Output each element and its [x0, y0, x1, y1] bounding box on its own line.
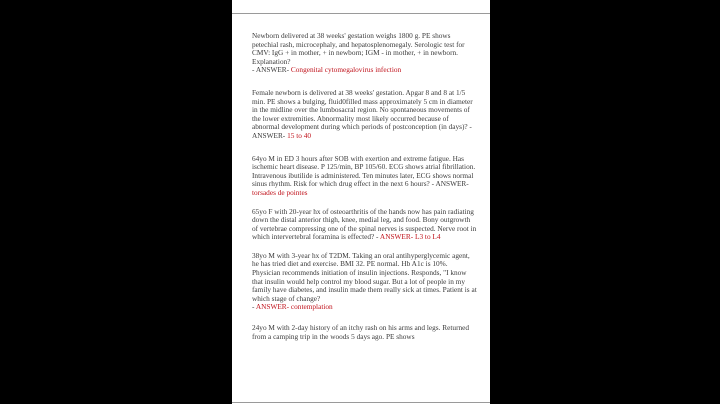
answer-text: ANSWER- L3 to L4: [379, 232, 441, 242]
question-text: 64yo M in ED 3 hours after SOB with exertion and extreme fatigue. Has ischemic heart disease. P 125/min, BP 105/60. ECG shows atrial fibrillation. Intravenous ibutilide is administered. Ten minutes later, ECG shows normal sinus rhythm. Risk for which drug effect in the next 6 hours? - ANSWER- torsades de pointes: [252, 153, 476, 197]
question-text: Female newborn is delivered at 38 weeks' gestation. Apgar 8 and 8 at 1/5 min. PE shows a bulging, fluid0filled mass approximately 5 cm in diameter in the midline over the lumbosacral region. No spontaneous movements of the lower extremities. Abnormality most likely occurred because of abnormal development during which periods of postconception (in days)? - ANSWER- 15 to 40: [252, 87, 473, 140]
document-body: [252, 32, 477, 351]
qa-item: [252, 324, 477, 341]
answer-line: [252, 303, 477, 312]
bottom-divider: [232, 402, 490, 403]
page-fade-overlay: [232, 364, 490, 404]
question-text: Newborn delivered at 38 weeks' gestation weighs 1800 g. PE shows petechial rash, microcephaly, and hepatosplenomegaly. Serologic test for CMV: IgG + in mother, + in newborn; IGM - in mother, + in newborn. Explanation?: [252, 31, 465, 66]
answer-prefix: - ANSWER-: [252, 65, 291, 75]
answer-line: [252, 66, 477, 75]
answer-prefix: -: [252, 302, 256, 312]
top-divider: [232, 13, 490, 14]
question-text: 24yo M with 2-day history of an itchy rash on his arms and legs. Returned from a camping trip in the woods 5 days ago. PE shows: [252, 323, 470, 341]
answer-text: Congenital cytomegalovirus infection: [290, 65, 402, 75]
answer-prefix: -: [374, 232, 380, 242]
answer-text: 15 to 40: [287, 130, 311, 140]
document-page: [232, 0, 490, 404]
answer-prefix: - ANSWER-: [429, 179, 469, 189]
question-text: 65yo F with 20-year hx of osteoarthritis of the hands now has pain radiating down the distal anterior thigh, knee, medial leg, and food. Bony outgrowth of vertebrae compressing one of the spinal nerves is suspected. Nerve root in which intervertebral foramina is effected? - ANSWER- L3 to L4: [252, 206, 477, 242]
answer-prefix: - ANSWER-: [252, 122, 472, 140]
answer-text: torsades de pointes: [252, 187, 308, 197]
qa-item: [252, 32, 477, 75]
qa-item: [252, 155, 477, 198]
qa-item: [252, 252, 477, 312]
answer-text: ANSWER- contemplation: [255, 302, 333, 312]
qa-item: [252, 89, 477, 141]
question-text: 38yo M with 3-year hx of T2DM. Taking an oral antihyperglycemic agent, he has tried diet and exercise. BMI 32. PE normal. Hb A1c is 10%. Physician recommends initiation of insulin injections. Responds, "I know that insulin would help control my blood sugar. But a lot of people in my family have diabetes, and insulin made them really sick at times. Patient is at which stage of change?: [252, 250, 477, 303]
qa-item: [252, 208, 477, 242]
